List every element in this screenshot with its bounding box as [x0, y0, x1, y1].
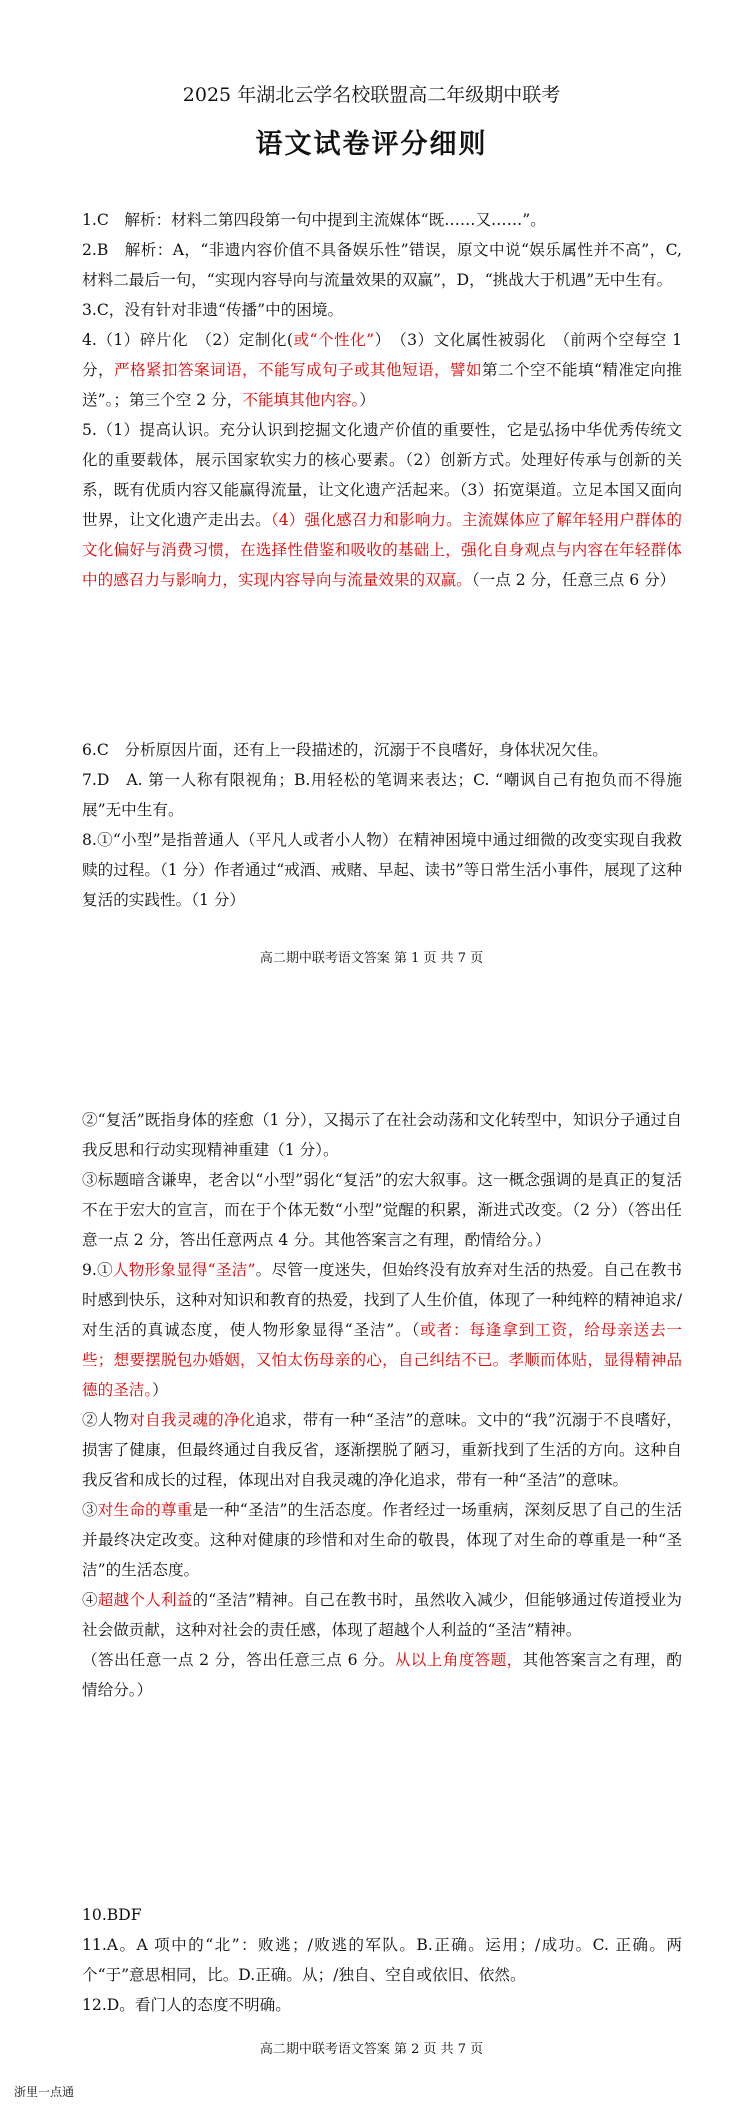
answer-q6: 6.C 分析原因片面，还有上一段描述的，沉溺于不良嗜好，身体状况欠佳。: [82, 741, 608, 759]
page-footer: 高二期中联考语文答案 第 1 页 共 7 页: [259, 951, 484, 966]
answer-q10: 10.BDF: [82, 1906, 142, 1924]
answer-q8-part3: ③标题暗含谦卑，老舍以“小型”弱化“复活”的宏大叙事。这一概念强调的是真正的复活不在于宏大的宣言，而在于个体无数“小型”觉醒的积累，渐进式改变。（2 分）（答出任意一点 2 分，答出任意两点 4 分。其他答案言之有理，酌情给分。）: [82, 1171, 682, 1249]
answer-q9-scoring: （答出任意一点 2 分，答出任意三点 6 分。从以上角度答题，其他答案言之有理，酌情给分。）: [82, 1651, 682, 1699]
document-title: 语文试卷评分细则: [255, 129, 488, 160]
answer-q11: 11.A。A 项中的“北”：败逃；/败逃的军队。B.正确。运用；/成功。C. 正确。两个“于”意思相同，比。D.正确。从；/独自、空自或依旧、依然。: [82, 1936, 682, 1984]
answer-q4: 4.（1）碎片化 （2）定制化(或“个性化”） （3）文化属性被弱化 （前两个空每空 1 分，严格紧扣答案词语，不能写成句子或其他短语，譬如第二个空不能填“精准定向推送”。；第三个空 2 分，不能填其他内容。）: [82, 331, 682, 409]
answers-part-4: [82, 1900, 682, 2020]
answer-q9-point3: ③对生命的尊重是一种“圣洁”的生活态度。作者经过一场重病，深刻反思了自己的生活并最终决定改变。这种对健康的珍惜和对生命的敬畏，体现了对生命的尊重是一种“圣洁”的生活态度。: [82, 1501, 682, 1579]
answer-q2: 2.B 解析：A，“非遗内容价值不具备娱乐性”错误，原文中说“娱乐属性并不高”，C,材料二最后一句，“实现内容导向与流量效果的双赢”，D，“挑战大于机遇”无中生有。: [82, 241, 682, 289]
answers-part-2: [82, 735, 682, 915]
answer-q5: 5.（1）提高认识。充分认识到挖掘文化遗产价值的重要性，它是弘扬中华优秀传统文化的重要载体，展示国家软实力的核心要素。（2）创新方式。处理好传承与创新的关系，既有优质内容又能赢得流量，让文化遗产活起来。（3）拓宽渠道。立足本国又面向世界，让文化遗产走出去。（4）强化感召力和影响力。主流媒体应了解年轻用户群体的文化偏好与消费习惯，在选择性借鉴和吸收的基础上，强化自身观点与内容在年轻群体中的感召力与影响力，实现内容导向与流量效果的双赢。（一点 2 分，任意三点 6 分）: [82, 421, 682, 589]
answer-q12: 12.D。看门人的态度不明确。: [82, 1996, 291, 2014]
page-footer: 高二期中联考语文答案 第 2 页 共 7 页: [259, 2042, 484, 2057]
answer-q8-part1: 8.①“小型”是指普通人（平凡人或者小人物）在精神困境中通过细微的改变实现自我救赎的过程。（1 分）作者通过“戒酒、戒赌、早起、读书”等日常生活小事件，展现了这种复活的实践性。（1 分）: [82, 831, 682, 909]
answer-q1: 1.C 解析：材料二第四段第一句中提到主流媒体“既……又……”。: [82, 211, 546, 229]
answer-q9-point1: 9.①人物形象显得“圣洁”。尽管一度迷失，但始终没有放弃对生活的热爱。自己在教书时感到快乐，这种对知识和教育的热爱，找到了人生价值，体现了一种纯粹的精神追求/对生活的真诚态度，使人物形象显得“圣洁”。（或者：每逢拿到工资，给母亲送去一些；想要摆脱包办婚姻，又怕太伤母亲的心，自己纠结不已。孝顺而体贴，显得精神品德的圣洁。）: [82, 1261, 682, 1399]
answer-q9-point2: ②人物对自我灵魂的净化追求，带有一种“圣洁”的意味。文中的“我”沉溺于不良嗜好，损害了健康，但最终通过自我反省，逐渐摆脱了陋习，重新找到了生活的方向。这种自我反省和成长的过程，体现出对自我灵魂的净化追求，带有一种“圣洁”的意味。: [82, 1411, 682, 1489]
answers-part-3: [82, 1105, 682, 1705]
answer-q7: 7.D A. 第一人称有限视角；B.用轻松的笔调来表达；C. “嘲讽自己有抱负而不得施展”无中生有。: [82, 771, 682, 819]
answer-q3: 3.C，没有针对非遗“传播”中的困境。: [82, 301, 344, 319]
source-watermark: 浙里一点通: [14, 2085, 75, 2099]
exam-title: 2025 年湖北云学名校联盟高二年级期中联考: [182, 84, 561, 106]
answers-part-1: [82, 205, 682, 595]
answer-q8-part2: ②“复活”既指身体的痊愈（1 分），又揭示了在社会动荡和文化转型中，知识分子通过自我反思和行动实现精神重建（1 分）。: [82, 1111, 682, 1159]
answer-q9-point4: ④超越个人利益的“圣洁”精神。自己在教书时，虽然收入减少，但能够通过传道授业为社会做贡献，这种对社会的责任感，体现了超越个人利益的“圣洁”精神。: [82, 1591, 682, 1639]
